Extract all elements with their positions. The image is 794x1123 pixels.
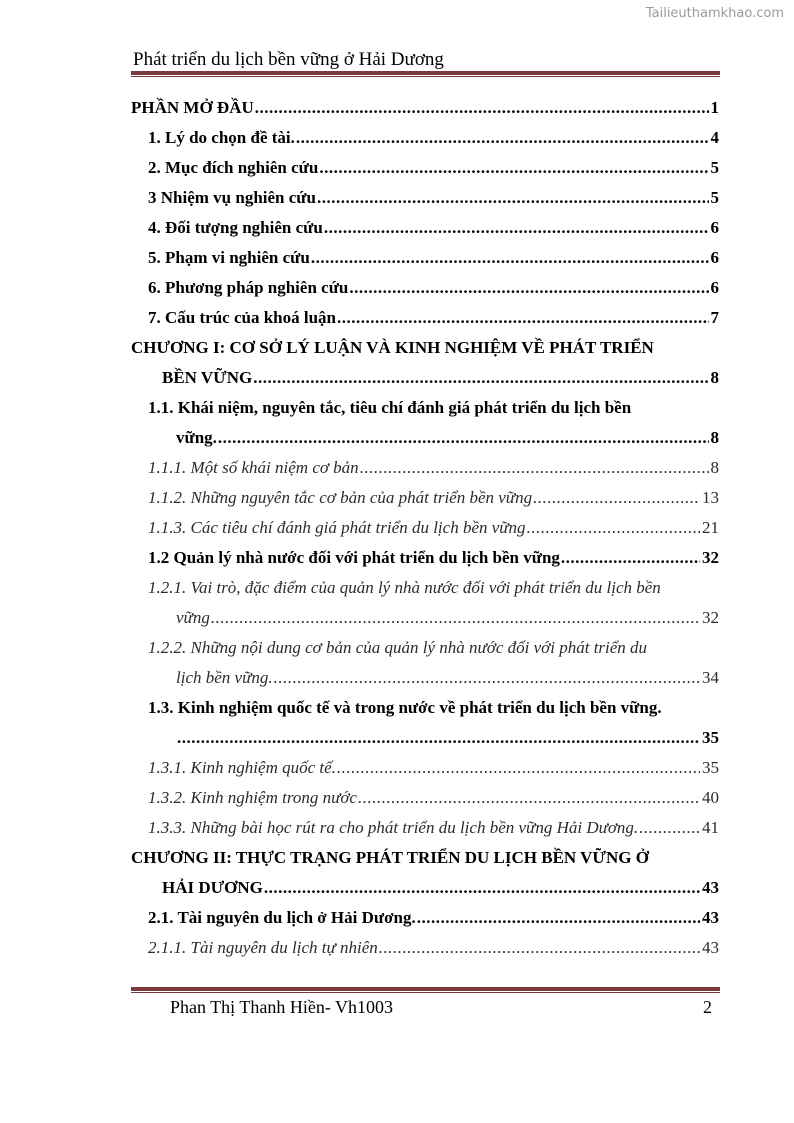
toc-entry-title: 1.3.1. Kinh nghiệm quốc tế. [148, 758, 336, 777]
toc-entry[interactable] [148, 247, 719, 269]
toc-entry[interactable] [148, 937, 719, 959]
toc-entry-title: BỀN VỮNG [162, 368, 253, 387]
toc-entry[interactable] [148, 277, 719, 299]
running-header: Phát triển du lịch bền vững ở Hải Dương [133, 49, 444, 70]
toc-entry[interactable] [148, 817, 719, 839]
toc-entry[interactable] [148, 187, 719, 209]
toc-entry-title: 2.1.1. Tài nguyên du lịch tự nhiên [148, 938, 378, 957]
toc-entry[interactable] [162, 367, 719, 389]
toc-entry[interactable] [148, 787, 719, 809]
toc-entry-page: 7 [710, 308, 719, 327]
toc-entry[interactable] [148, 157, 719, 179]
toc-entry-title: lịch bền vững. [176, 668, 273, 687]
toc-entry[interactable] [148, 457, 719, 479]
toc-entry[interactable] [148, 517, 719, 539]
toc-entry[interactable] [176, 607, 719, 629]
toc-entry-page: 4 [710, 128, 719, 147]
toc-entry[interactable] [176, 727, 719, 749]
toc-entry[interactable] [162, 877, 719, 899]
toc-entry-title: 2.1. Tài nguyên du lịch ở Hải Dương. [148, 908, 416, 927]
toc-entry-page: 32 [702, 548, 719, 567]
toc-entry-title: PHẦN MỞ ĐẦU [131, 98, 254, 117]
toc-entry-page: 5 [710, 188, 719, 207]
watermark: Tailieuthamkhao.com [645, 6, 784, 21]
toc-entry-title: 7. Cấu trúc của khoá luận [148, 308, 336, 327]
toc-entry[interactable] [148, 127, 719, 149]
toc-entry-page: 1 [710, 98, 719, 117]
toc-entry-page: 41 [702, 818, 719, 837]
toc-entry-title: 4. Đối tượng nghiên cứu [148, 218, 323, 237]
toc-entry[interactable] [176, 427, 719, 449]
toc-entry-page: 34 [702, 668, 719, 687]
toc-entry[interactable] [148, 307, 719, 329]
page-number: 2 [703, 997, 712, 1017]
footer-rule [131, 987, 720, 993]
toc-entry-title: vững [176, 608, 210, 627]
toc-entry-title: 5. Phạm vi nghiên cứu [148, 248, 310, 267]
toc-entry-title: 1.1.1. Một số khái niệm cơ bản [148, 458, 359, 477]
toc-entry-page: 8 [710, 458, 719, 477]
toc-section-title[interactable]: 1.3. Kinh nghiệm quốc tế và trong nước về phát triển du lịch bền vững. [148, 698, 662, 717]
toc-entry-title: 1.1.3. Các tiêu chí đánh giá phát triển du lịch bền vững [148, 518, 526, 537]
toc-entry-title: 6. Phương pháp nghiên cứu [148, 278, 349, 297]
header-rule [131, 71, 720, 77]
toc-entry-page: 43 [702, 878, 719, 897]
toc-entry[interactable] [148, 217, 719, 239]
toc-entry[interactable] [148, 487, 719, 509]
toc-chapter-title[interactable]: CHƯƠNG II: THỰC TRẠNG PHÁT TRIỂN DU LỊCH BỀN VỮNG Ở [131, 848, 649, 867]
toc-entry-title: 1.2 Quản lý nhà nước đối với phát triển du lịch bền vững [148, 548, 560, 567]
toc-entry[interactable] [148, 907, 719, 929]
toc-chapter-title[interactable]: CHƯƠNG I: CƠ SỞ LÝ LUẬN VÀ KINH NGHIỆM VỀ PHÁT TRIỂN [131, 338, 654, 357]
toc-entry-page: 43 [702, 938, 719, 957]
toc-section-title[interactable]: 1.1. Khái niệm, nguyên tắc, tiêu chí đánh giá phát triển du lịch bền [148, 398, 632, 417]
toc-subsection-title[interactable]: 1.2.2. Những nội dung cơ bản của quản lý nhà nước đối với phát triển du [148, 638, 648, 657]
toc-entry-page: 35 [702, 728, 719, 747]
toc-entry-page: 5 [710, 158, 719, 177]
toc-entry-title: vững. [176, 428, 217, 447]
toc-entry-page: 6 [710, 248, 719, 267]
toc-entry-page: 35 [702, 758, 719, 777]
toc-entry-title: 3 Nhiệm vụ nghiên cứu [148, 188, 316, 207]
toc-entry-title: 1.3.3. Những bài học rút ra cho phát triển du lịch bền vững Hải Dương. [148, 818, 639, 837]
toc-entry-page: 8 [710, 368, 719, 387]
footer-author: Phan Thị Thanh Hiền- Vh1003 [170, 997, 393, 1017]
toc-entry-title: 1.1.2. Những nguyên tắc cơ bản của phát triển bền vững [148, 488, 533, 507]
toc-entry-title: 1.3.2. Kinh nghiệm trong nước [148, 788, 357, 807]
toc-entry-page: 21 [702, 518, 719, 537]
toc-entry-page: 40 [702, 788, 719, 807]
toc-entry-page: 43 [702, 908, 719, 927]
toc-entry-title: 1. Lý do chọn đề tài. [148, 128, 295, 147]
toc-entry-page: 32 [702, 608, 719, 627]
toc-subsection-title[interactable]: 1.2.1. Vai trò, đặc điểm của quản lý nhà nước đối với phát triển du lịch bền [148, 578, 661, 597]
toc-entry[interactable] [131, 97, 719, 119]
toc-entry-title: HẢI DƯƠNG [162, 878, 263, 897]
toc-entry-page: 8 [710, 428, 719, 447]
toc-entry[interactable] [148, 547, 719, 569]
toc-entry-page: 6 [710, 218, 719, 237]
toc-entry[interactable] [176, 667, 719, 689]
toc-entry-page: 13 [702, 488, 719, 507]
toc-entry[interactable] [148, 757, 719, 779]
toc-entry-title: 2. Mục đích nghiên cứu [148, 158, 319, 177]
toc-entry-page: 6 [710, 278, 719, 297]
